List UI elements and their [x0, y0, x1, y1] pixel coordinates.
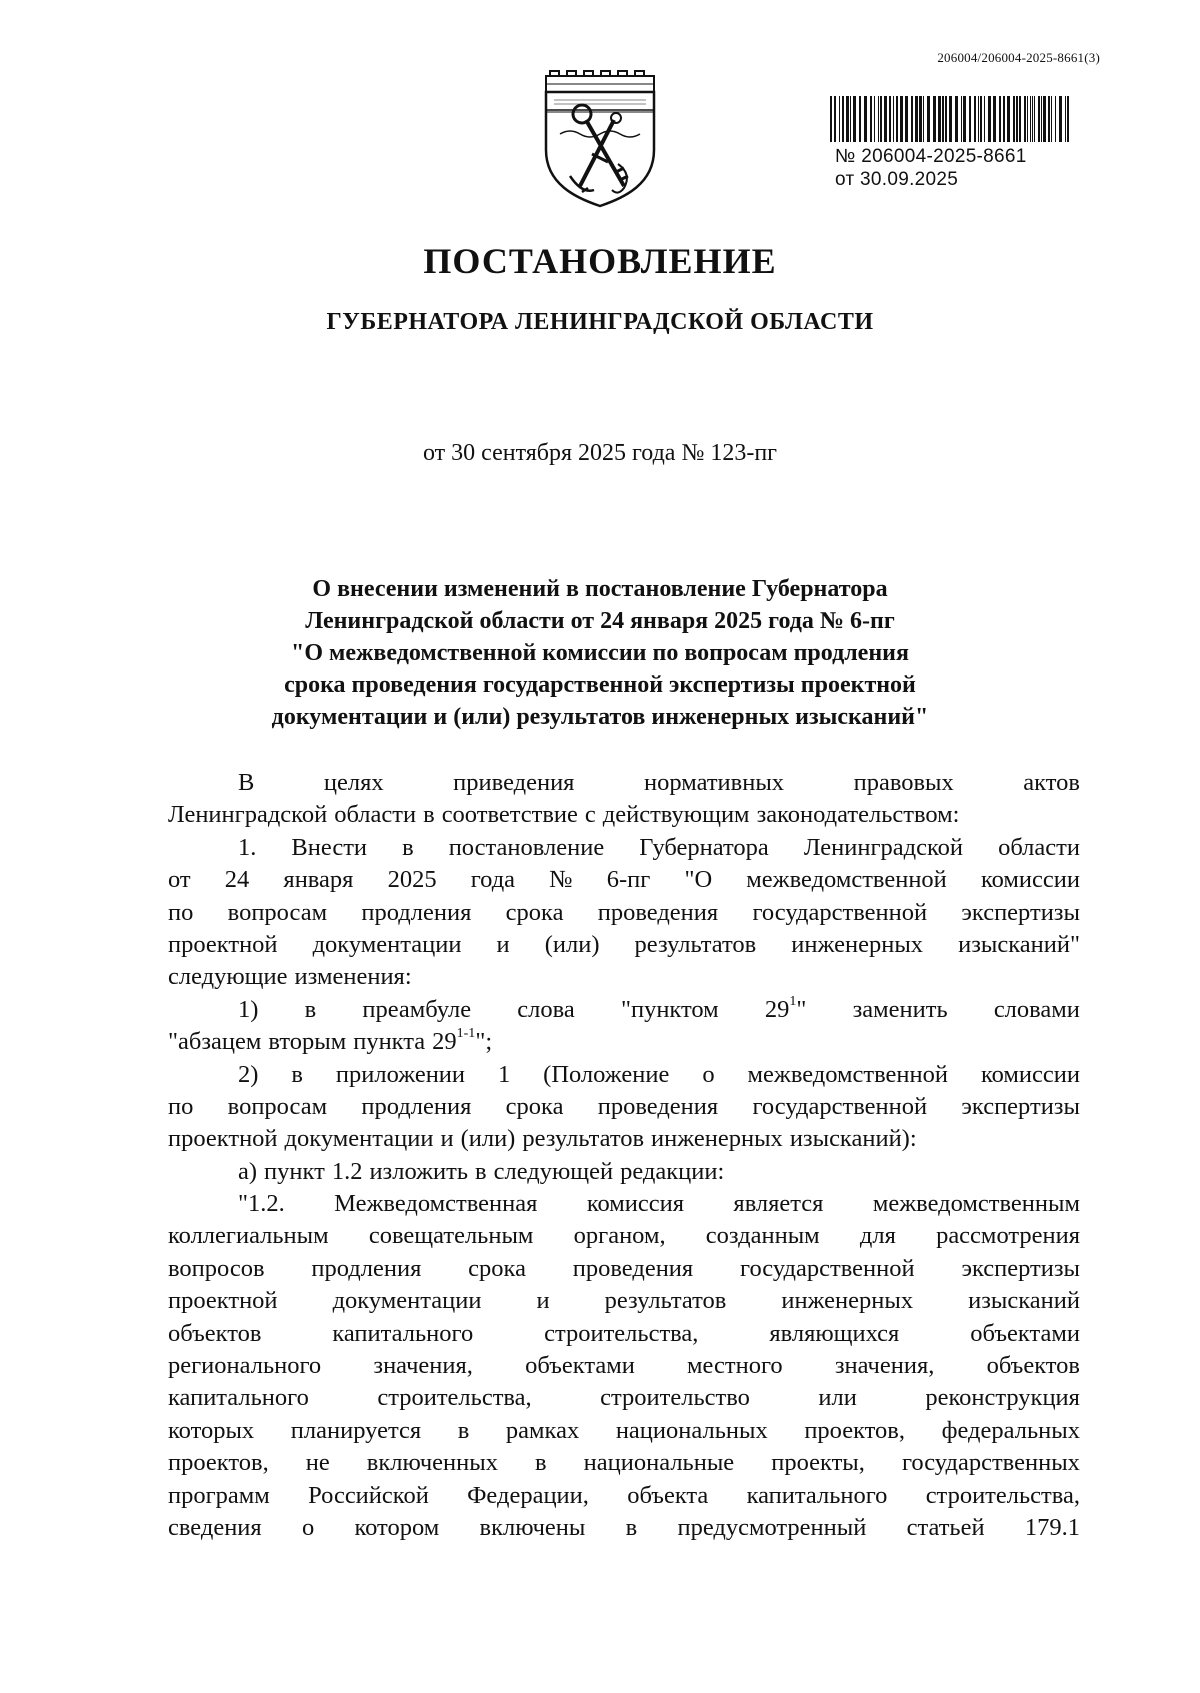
body-word: государственной [740, 1254, 915, 1282]
body-word: о [702, 1060, 715, 1088]
body-word: Межведомственная [334, 1190, 538, 1218]
body-word: слова [517, 995, 575, 1023]
body-word: в [402, 833, 414, 861]
body-word: проекты, [771, 1449, 865, 1477]
body-line [168, 1123, 1080, 1155]
body-word: (Положение [543, 1060, 670, 1088]
heading-line: "О межведомственной комиссии по вопросам продления [291, 640, 909, 666]
body-word: "О [684, 866, 713, 894]
document-title: ПОСТАНОВЛЕНИЕ [423, 241, 777, 281]
body-word: капитального [332, 1319, 474, 1347]
body-line [168, 799, 1080, 831]
body-word: которых [168, 1416, 255, 1444]
body-word: в [475, 1157, 487, 1185]
body-word: национальных [615, 1416, 768, 1444]
body-line [168, 1059, 1080, 1091]
body-word: созданным [705, 1222, 820, 1250]
coat-of-arms-icon [540, 68, 660, 210]
body-word: государственных [901, 1449, 1080, 1477]
body-word: проведения [572, 1254, 694, 1282]
body-word: пункт [264, 1157, 325, 1185]
body-word: является [733, 1190, 824, 1218]
body-word: регионального [168, 1352, 322, 1380]
body-word: совещательным [368, 1222, 534, 1250]
body-word: словами [993, 995, 1080, 1023]
body-word: проектной [168, 930, 278, 958]
barcode-icon [830, 96, 1074, 142]
body-word: проектов, [168, 1449, 269, 1477]
registration-block [835, 145, 1027, 191]
body-word: года [470, 866, 516, 894]
body-word: проектной [168, 1125, 278, 1153]
body-word: или [818, 1384, 857, 1412]
body-word: пункта [353, 1028, 426, 1056]
body-word: редакции: [620, 1157, 725, 1185]
body-word: строительства, [925, 1481, 1080, 1509]
body-word: документации [312, 930, 462, 958]
body-word: коллегиальным [168, 1222, 329, 1250]
body-word: № [549, 866, 573, 894]
body-line [168, 1253, 1080, 1285]
body-word: 29$^{1-1}$"; [432, 1025, 493, 1056]
body-word: 2025 [387, 866, 437, 894]
body-word: строительства, [544, 1319, 699, 1347]
body-word: котором [354, 1513, 440, 1541]
body-word: комиссия [586, 1190, 685, 1218]
body-word: программ [168, 1481, 270, 1509]
body-word: области [334, 801, 417, 829]
body-word: действующим [602, 801, 750, 829]
body-word: строительство [600, 1384, 750, 1412]
body-word: инженерных [781, 1287, 914, 1315]
body-word: актов [1023, 769, 1080, 796]
body-word: рамках [505, 1416, 580, 1444]
body-word: межведомственным [872, 1190, 1080, 1218]
body-word: продления [361, 1092, 472, 1120]
body-line [168, 994, 1080, 1026]
body-word: заменить [852, 995, 948, 1023]
body-word: сведения [168, 1513, 262, 1541]
body-word: (или) [544, 930, 600, 958]
body-line [168, 929, 1080, 961]
body-word: инженерных [791, 930, 924, 958]
body-word: 179.1 [1024, 1513, 1080, 1541]
body-line [168, 1415, 1080, 1447]
body-word: федеральных [941, 1416, 1080, 1444]
body-word: целях [323, 769, 384, 796]
body-word: капитального [746, 1481, 888, 1509]
body-word: $29^1$" [764, 993, 807, 1023]
body-word: (или) [460, 1125, 516, 1153]
heading-line: О внесении изменений в постановление Губернатора [312, 576, 888, 602]
body-word: результатов [522, 1125, 645, 1153]
body-word: реконструкция [925, 1384, 1080, 1412]
body-word: и [440, 1125, 454, 1153]
body-word: предусмотренный [677, 1513, 867, 1541]
body-word: в [291, 1060, 303, 1088]
body-word: являющихся [769, 1319, 900, 1347]
body-line [168, 897, 1080, 929]
body-word: Российской [308, 1481, 429, 1509]
document-heading [160, 573, 1040, 733]
heading-line: срока проведения государственной экспертизы проектной [284, 672, 916, 698]
body-line [168, 864, 1080, 896]
body-line [168, 1026, 1080, 1058]
body-word: планируется [290, 1416, 422, 1444]
body-word: 1) [238, 995, 259, 1023]
registration-date: от 30.09.2025 [835, 169, 959, 190]
body-word: экспертизы [961, 1092, 1080, 1120]
body-word: по [168, 1092, 194, 1120]
body-word: межведомственной [747, 1060, 949, 1088]
body-word: Ленинградской [168, 801, 328, 829]
body-word: вопросам [227, 898, 328, 926]
body-word: строительства, [377, 1384, 532, 1412]
body-word: документации [332, 1287, 482, 1315]
body-word: в [535, 1449, 547, 1477]
body-word: и [496, 930, 510, 958]
body-word: вопросам [227, 1092, 328, 1120]
body-word: срока [505, 898, 564, 926]
body-line [168, 1350, 1080, 1382]
body-word: следующие [168, 963, 288, 991]
body-line [168, 1091, 1080, 1123]
body-word: Внести [291, 833, 368, 861]
body-word: значения, [373, 1352, 473, 1380]
body-line [168, 767, 1080, 799]
body-word: продления [311, 1254, 422, 1282]
body-word: постановление [448, 833, 605, 861]
body-word: проведения [597, 1092, 719, 1120]
body-word: местного [687, 1352, 783, 1380]
body-word: государственной [752, 898, 928, 926]
body-word: изложить [369, 1157, 469, 1185]
body-word: объекта [627, 1481, 709, 1509]
body-line [168, 1318, 1080, 1350]
body-word: срока [505, 1092, 564, 1120]
body-word: нормативных [644, 769, 785, 796]
document-body [168, 767, 1080, 1544]
body-word: значения, [834, 1352, 935, 1380]
body-line [168, 1447, 1080, 1479]
body-word: Губернатора [639, 833, 769, 861]
body-word: 6-пг [606, 866, 651, 894]
body-word: изысканий" [958, 930, 1080, 958]
body-word: в [423, 801, 435, 829]
body-word: "пунктом [620, 995, 719, 1023]
body-word: в [304, 995, 317, 1023]
document-date-line: от 30 сентября 2025 года № 123-пг [422, 440, 778, 466]
body-word: законодательством: [756, 801, 960, 829]
body-word: правовых [853, 769, 954, 796]
body-line [168, 961, 1080, 993]
body-word: следующей [493, 1157, 614, 1185]
body-word: 1 [497, 1060, 511, 1088]
body-line [168, 1382, 1080, 1414]
body-word: соответствие [441, 801, 578, 829]
body-word: проведения [597, 898, 719, 926]
body-word: результатов [604, 1287, 727, 1315]
body-word: статьей [906, 1513, 985, 1541]
body-word: "абзацем [168, 1028, 262, 1056]
body-word: рассмотрения [936, 1222, 1080, 1250]
body-line [168, 1156, 1080, 1188]
body-word: Ленинградской [803, 833, 964, 861]
body-word: 1.2 [331, 1157, 363, 1185]
body-word: приложении [335, 1060, 466, 1088]
body-line [168, 1285, 1080, 1317]
body-word: государственной [752, 1092, 928, 1120]
body-word: проектной [168, 1287, 278, 1315]
body-word: объектов [986, 1352, 1080, 1380]
body-word: объектами [525, 1352, 635, 1380]
body-word: межведомственной [746, 866, 947, 894]
body-line [168, 1512, 1080, 1544]
body-word: изменения: [294, 963, 412, 991]
body-word: в [625, 1513, 638, 1541]
body-word: 24 [224, 866, 250, 894]
body-line [168, 1220, 1080, 1252]
body-word: вопросов [168, 1254, 265, 1282]
body-word: продления [361, 898, 472, 926]
body-word: января [283, 866, 354, 894]
body-word: области [998, 833, 1080, 861]
body-word: "1.2. [238, 1190, 285, 1218]
body-word: объектами [970, 1319, 1080, 1347]
body-word: о [301, 1513, 315, 1541]
body-word: включены [479, 1513, 586, 1541]
body-word: срока [468, 1254, 526, 1282]
body-word: национальные [583, 1449, 735, 1477]
body-word: Федерации, [467, 1481, 589, 1509]
body-word: приведения [453, 769, 575, 796]
heading-line: Ленинградской области от 24 января 2025 года № 6-пг [305, 608, 895, 634]
body-line [168, 1188, 1080, 1220]
registration-number: № 206004-2025-8661 [835, 146, 1027, 167]
body-word: в [457, 1416, 470, 1444]
body-word: по [168, 898, 194, 926]
body-word: включенных [366, 1449, 498, 1477]
body-word: не [305, 1449, 330, 1477]
body-word: объектов [168, 1319, 262, 1347]
body-word: с [584, 801, 596, 829]
body-word: проектов, [804, 1416, 906, 1444]
body-line [168, 1480, 1080, 1512]
body-word: вторым [268, 1028, 347, 1056]
body-word: 1. [238, 833, 257, 861]
body-word: капитального [168, 1384, 309, 1412]
body-word: 2) [238, 1060, 259, 1088]
body-word: преамбуле [362, 995, 472, 1023]
body-word: органом, [573, 1222, 666, 1250]
body-word: и [536, 1287, 550, 1315]
body-word: экспертизы [961, 1254, 1080, 1282]
body-word: результатов [634, 930, 757, 958]
body-word: В [238, 769, 255, 796]
document-subtitle: ГУБЕРНАТОРА ЛЕНИНГРАДСКОЙ ОБЛАСТИ [326, 309, 874, 335]
heading-line: документации и (или) результатов инженерных изысканий" [271, 704, 929, 730]
body-word: от [168, 866, 191, 894]
body-word: документации [284, 1125, 434, 1153]
body-word: для [859, 1222, 896, 1250]
body-word: инженерных [651, 1125, 783, 1153]
body-word: комиссии [980, 1060, 1080, 1088]
body-word: изысканий [968, 1287, 1080, 1315]
body-line [168, 832, 1080, 864]
document-id: 206004/206004-2025-8661(3) [937, 50, 1100, 65]
body-word: экспертизы [961, 898, 1080, 926]
body-word: изысканий): [789, 1125, 917, 1153]
body-word: комиссии [980, 866, 1080, 894]
body-word: а) [238, 1157, 258, 1185]
